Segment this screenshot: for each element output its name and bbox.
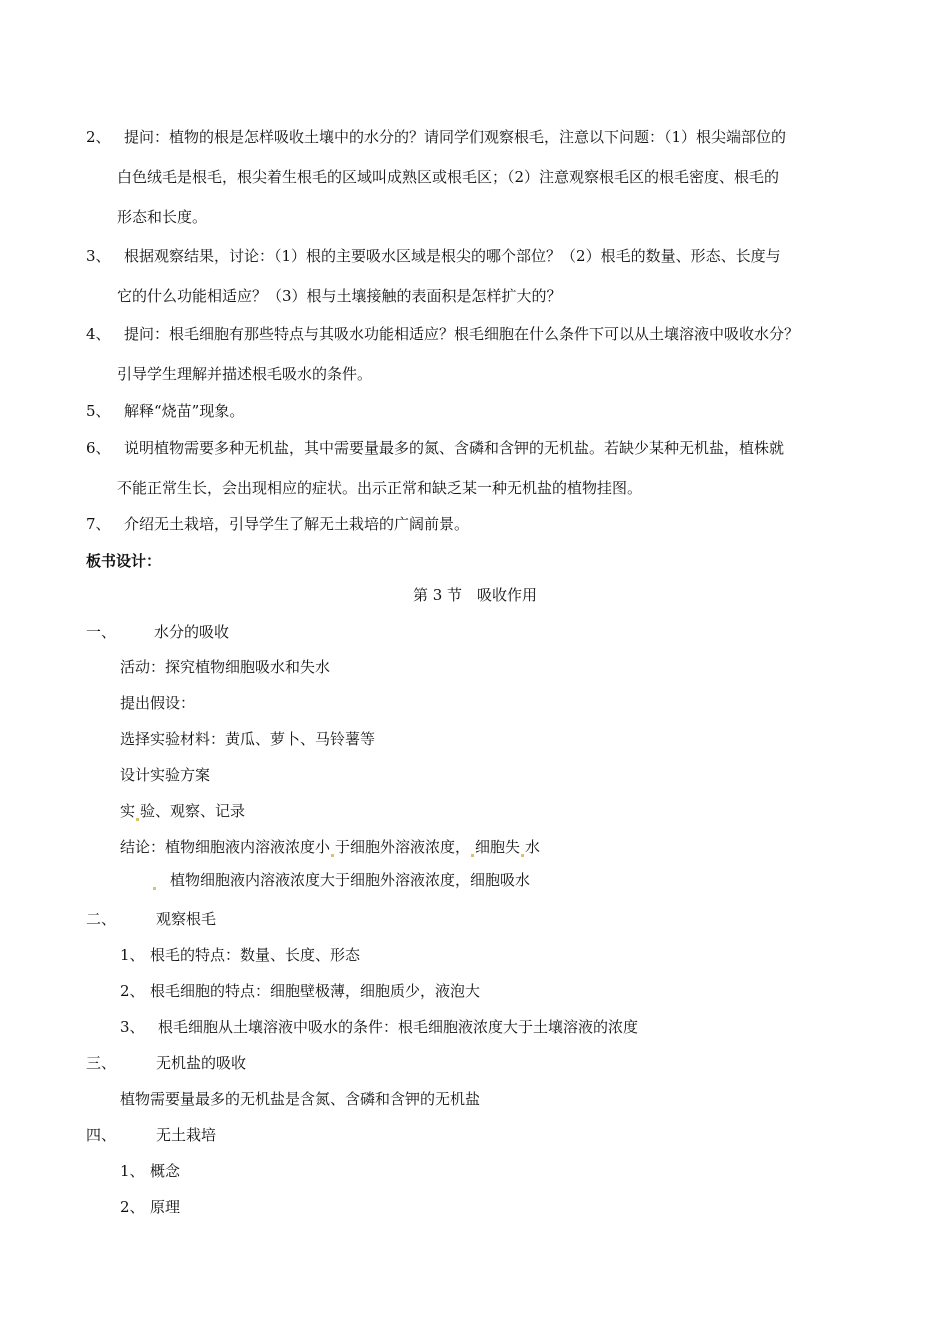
hypothesis-line: 提出假设： [120, 694, 196, 712]
section-heading-text: 无土栽培 [156, 1126, 217, 1144]
mineral-salt-line: 植物需要量最多的无机盐是含氮、含磷和含钾的无机盐 [120, 1090, 481, 1108]
item-number: 4、 [86, 325, 111, 343]
item-number: 1、 [120, 1162, 145, 1180]
section-number: 二、 [86, 910, 117, 928]
design-line: 设计实验方案 [120, 766, 211, 784]
item-text: 提问：根毛细胞有那些特点与其吸水功能相适应？根毛细胞在什么条件下可以从土壤溶液中吸收水分？ [124, 325, 800, 343]
root-hair-item-3 [120, 1017, 638, 1037]
board-design-heading: 板书设计： [86, 552, 162, 570]
section-heading-text: 观察根毛 [156, 910, 217, 928]
section-3-heading [86, 1053, 246, 1073]
item-7 [86, 514, 469, 534]
item-2-line-3: 形态和长度。 [117, 208, 208, 226]
item-number: 6、 [86, 439, 111, 457]
section-number: 四、 [86, 1126, 117, 1144]
item-text: 说明植物需要多种无机盐，其中需要量最多的氮、含磷和含钾的无机盐。若缺少某种无机盐，植株就 [124, 439, 785, 457]
item-number: 1、 [120, 946, 145, 964]
conclusion-text-2: 植物细胞液内溶液浓度大于细胞外溶液浓度，细胞吸水 [170, 871, 531, 889]
item-number: 3、 [86, 247, 111, 265]
item-number: 2、 [120, 1198, 145, 1216]
highlight-mark [153, 887, 156, 890]
section-heading-text: 水分的吸收 [154, 623, 230, 641]
highlight-mark [331, 854, 334, 857]
section-4-heading [86, 1125, 216, 1145]
item-text: 根毛的特点：数量、长度、形态 [150, 946, 361, 964]
item-4 [86, 324, 799, 344]
item-number: 2、 [120, 982, 145, 1000]
highlight-mark [136, 818, 139, 821]
activity-line: 活动：探究植物细胞吸水和失水 [120, 658, 331, 676]
highlight-mark [521, 854, 524, 857]
highlight-mark [471, 854, 474, 857]
item-4-line-2: 引导学生理解并描述根毛吸水的条件。 [117, 365, 373, 383]
experiment-line [120, 801, 245, 821]
item-text: 概念 [150, 1162, 181, 1180]
conclusion-text-c: 细胞失 [475, 838, 521, 856]
root-hair-item-2 [120, 981, 480, 1001]
soilless-item-1 [120, 1161, 180, 1181]
materials-line: 选择实验材料：黄瓜、萝卜、马铃薯等 [120, 730, 376, 748]
item-number: 2、 [86, 128, 111, 146]
item-text: 根毛细胞的特点：细胞壁极薄，细胞质少，液泡大 [150, 982, 481, 1000]
experiment-text-a: 实 [120, 802, 136, 820]
section-number: 三、 [86, 1054, 117, 1072]
item-number: 7、 [86, 515, 111, 533]
section-number: 一、 [86, 623, 117, 641]
item-2 [86, 127, 786, 147]
item-3 [86, 246, 781, 266]
section-1-heading [86, 622, 229, 642]
item-number: 5、 [86, 402, 111, 420]
section-title: 第 3 节 吸收作用 [412, 586, 538, 604]
section-heading-text: 无机盐的吸收 [156, 1054, 247, 1072]
conclusion-line [120, 837, 540, 857]
item-text: 原理 [150, 1198, 181, 1216]
experiment-text-b: 验、观察、记录 [140, 802, 246, 820]
item-3-line-2: 它的什么功能相适应？（3）根与土壤接触的表面积是怎样扩大的？ [117, 287, 562, 305]
soilless-item-2 [120, 1197, 180, 1217]
item-6 [86, 438, 784, 458]
item-number: 3、 [120, 1018, 145, 1036]
conclusion-text-b: 于细胞外溶液浓度， [335, 838, 471, 856]
conclusion-line-2 [152, 870, 530, 890]
section-2-heading [86, 909, 216, 929]
conclusion-text-d: 水 [525, 838, 541, 856]
item-text: 解释“烧苗”现象。 [124, 402, 245, 420]
item-5 [86, 401, 244, 421]
conclusion-text-a: 结论：植物细胞液内溶液浓度小 [120, 838, 331, 856]
root-hair-item-1 [120, 945, 360, 965]
item-text: 介绍无土栽培，引导学生了解无土栽培的广阔前景。 [124, 515, 470, 533]
item-2-line-2: 白色绒毛是根毛，根尖着生根毛的区域叫成熟区或根毛区；（2）注意观察根毛区的根毛密度、根毛的 [117, 168, 780, 186]
item-text: 提问：植物的根是怎样吸收土壤中的水分的？请同学们观察根毛，注意以下问题：（1）根尖端部位的 [124, 128, 787, 146]
item-text: 根据观察结果，讨论：（1）根的主要吸水区域是根尖的哪个部位？（2）根毛的数量、形态、长度与 [124, 247, 781, 265]
item-text: 根毛细胞从土壤溶液中吸水的条件：根毛细胞液浓度大于土壤溶液的浓度 [158, 1018, 639, 1036]
item-6-line-2: 不能正常生长，会出现相应的症状。出示正常和缺乏某一种无机盐的植物挂图。 [117, 479, 643, 497]
